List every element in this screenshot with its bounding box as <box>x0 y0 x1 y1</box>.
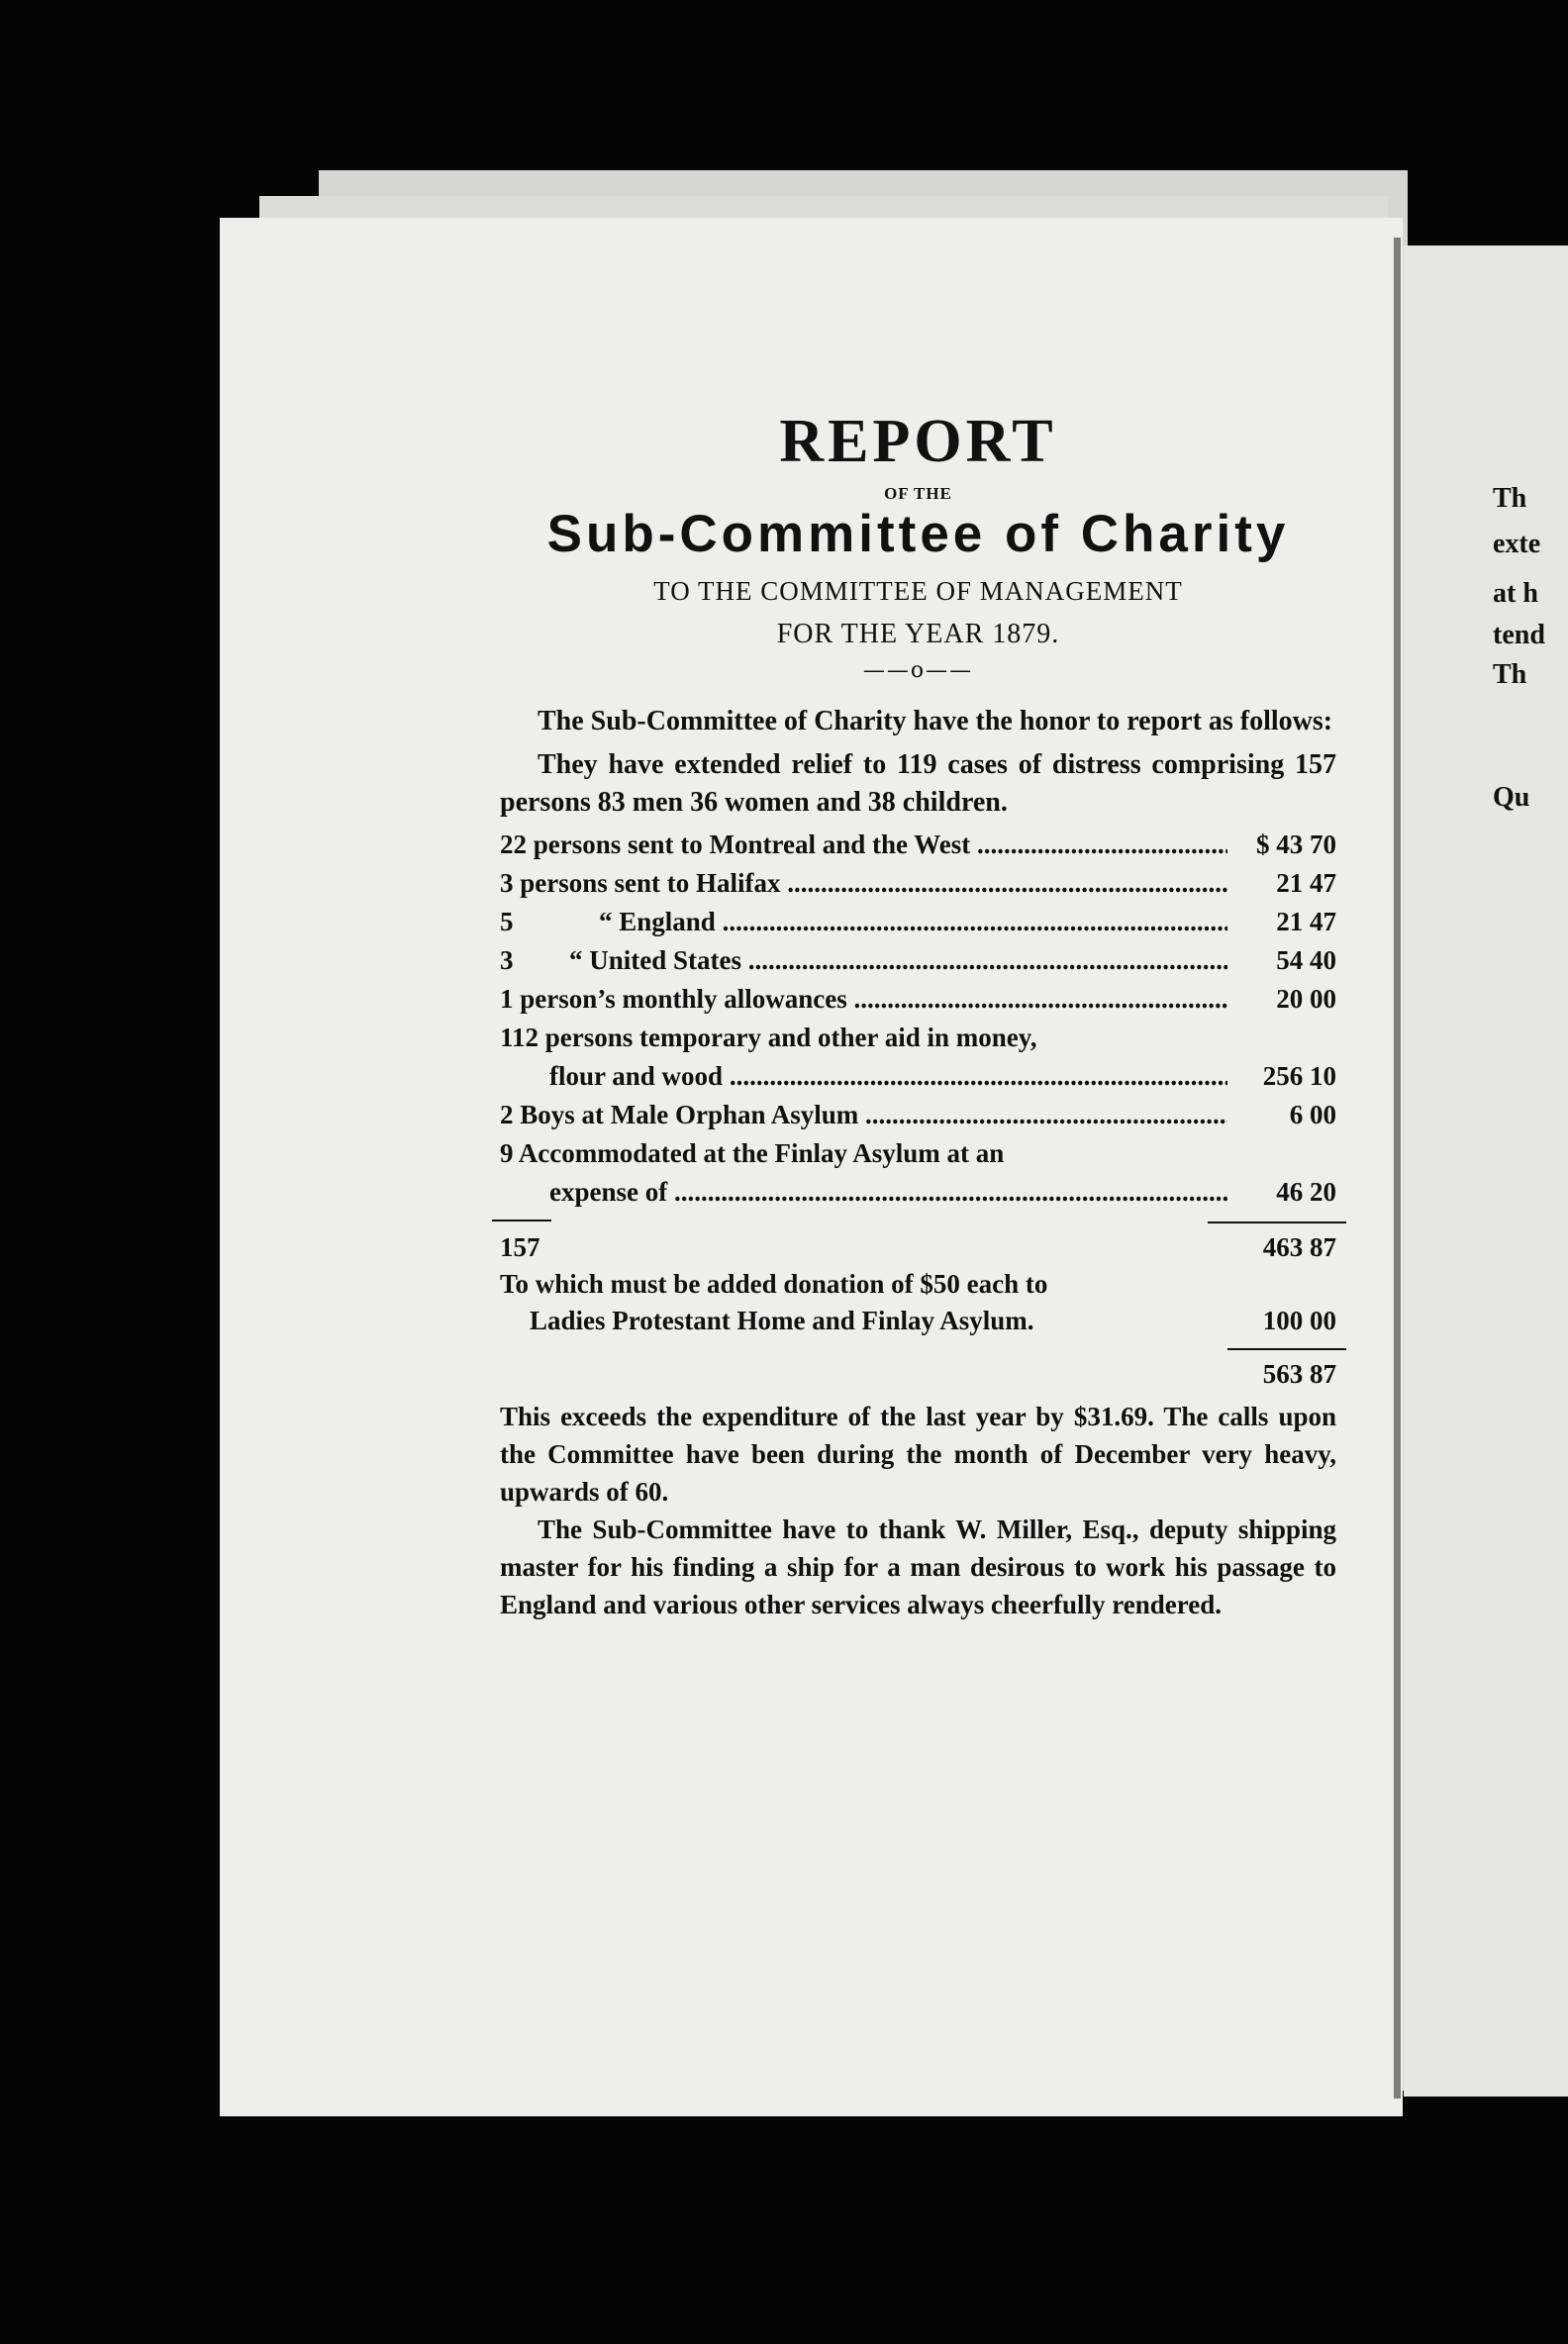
expense-row <box>500 826 1336 864</box>
expense-desc: 2 Boys at Male Orphan Asylum ..... <box>500 1096 1227 1134</box>
grand-total-row <box>500 1356 1336 1392</box>
adjacent-text: at h <box>1493 578 1538 609</box>
total-rule <box>500 1212 1336 1229</box>
expense-desc: flour and wood ..... <box>500 1057 1227 1096</box>
donation-amount: 100 00 <box>1262 1306 1336 1335</box>
closing-paragraph: This exceeds the expenditure of the last year by $31.69. The calls upon the Committee have been during the month of December very heavy, upwards of 60. <box>500 1402 1336 1507</box>
report-subtitle: Sub-Committee of Charity <box>546 505 1290 563</box>
expense-count: 5 <box>500 907 514 936</box>
expense-amount: 256 10 <box>1262 1061 1336 1091</box>
donation-line: Ladies Protestant Home and Finlay Asylum. <box>530 1306 1034 1335</box>
expense-row <box>500 1019 1336 1057</box>
adjacent-text: Th <box>1493 483 1527 514</box>
expense-amount: 6 00 <box>1289 1100 1336 1129</box>
expense-desc: expense of ..... <box>500 1173 1227 1212</box>
adjacent-text: Th <box>1493 659 1527 690</box>
subtotal-row <box>500 1229 1336 1265</box>
expense-row <box>500 1134 1336 1173</box>
closing-paragraph: The Sub-Committee have to thank W. Miller, Esq., deputy shipping master for his finding a ship for a man desirous to work his passage to England and various other services always cheerfully rendered. <box>500 1514 1336 1619</box>
expense-desc: 9 Accommodated at the Finlay Asylum at an <box>500 1138 1005 1168</box>
grand-total-amount: 563 87 <box>1262 1359 1336 1389</box>
expense-row <box>500 980 1336 1019</box>
expense-amount: 21 47 <box>1276 907 1336 936</box>
intro-paragraph: The Sub-Committee of Charity have the honor to report as follows: <box>538 706 1333 736</box>
report-period: FOR THE YEAR 1879. <box>776 619 1060 649</box>
expense-amount: 20 00 <box>1276 984 1336 1014</box>
expense-amount <box>1227 1134 1336 1173</box>
adjacent-page <box>1404 245 1568 2097</box>
report-heading: REPORT <box>779 408 1057 475</box>
expense-row <box>500 1173 1336 1212</box>
rule-line <box>492 1220 551 1221</box>
expense-desc: 112 persons temporary and other aid in money, <box>500 1023 1037 1052</box>
expense-row <box>500 864 1336 903</box>
expense-row <box>500 903 1336 941</box>
adjacent-text: tend <box>1493 620 1545 650</box>
expense-amount: 46 20 <box>1276 1177 1336 1207</box>
subtotal-amount: 463 87 <box>1262 1232 1336 1262</box>
expense-row <box>500 941 1336 980</box>
grand-total-rule <box>500 1338 1336 1356</box>
summary-paragraph: They have extended relief to 119 cases of distress comprising 157 persons 83 men 36 women and 38 children. <box>500 749 1336 818</box>
rule-line <box>1227 1348 1346 1350</box>
expense-desc: 1 person’s monthly allowances ..... <box>500 980 1227 1019</box>
expense-desc: “ United States ..... <box>539 941 1227 980</box>
adjacent-text: exte <box>1493 529 1541 559</box>
expense-amount: 54 40 <box>1276 945 1336 975</box>
expense-desc: 22 persons sent to Montreal and the West ..... <box>500 826 1227 864</box>
adjacent-text: Qu <box>1493 782 1530 813</box>
expense-row <box>500 1057 1336 1096</box>
expense-row <box>500 1096 1336 1134</box>
expense-desc: “ England ..... <box>539 903 1227 941</box>
total-persons: 157 <box>500 1232 540 1262</box>
rule-line <box>1208 1221 1346 1223</box>
donation-line: To which must be added donation of $50 each to <box>500 1269 1048 1299</box>
divider: ——o—— <box>862 658 974 683</box>
expense-amount: $ 43 70 <box>1256 830 1336 859</box>
expense-list <box>500 826 1336 1212</box>
closing-section <box>500 1398 1336 1623</box>
page-fold <box>1394 238 1401 2099</box>
donation-row <box>500 1303 1336 1338</box>
report-content <box>500 408 1336 1623</box>
expense-count: 3 <box>500 945 514 975</box>
expense-amount: 21 47 <box>1276 868 1336 898</box>
expense-desc: 3 persons sent to Halifax ..... <box>500 864 1227 903</box>
expense-amount <box>1227 1019 1336 1057</box>
addressed-to: TO THE COMMITTEE OF MANAGEMENT <box>653 576 1183 606</box>
of-the-label: OF THE <box>884 484 952 503</box>
